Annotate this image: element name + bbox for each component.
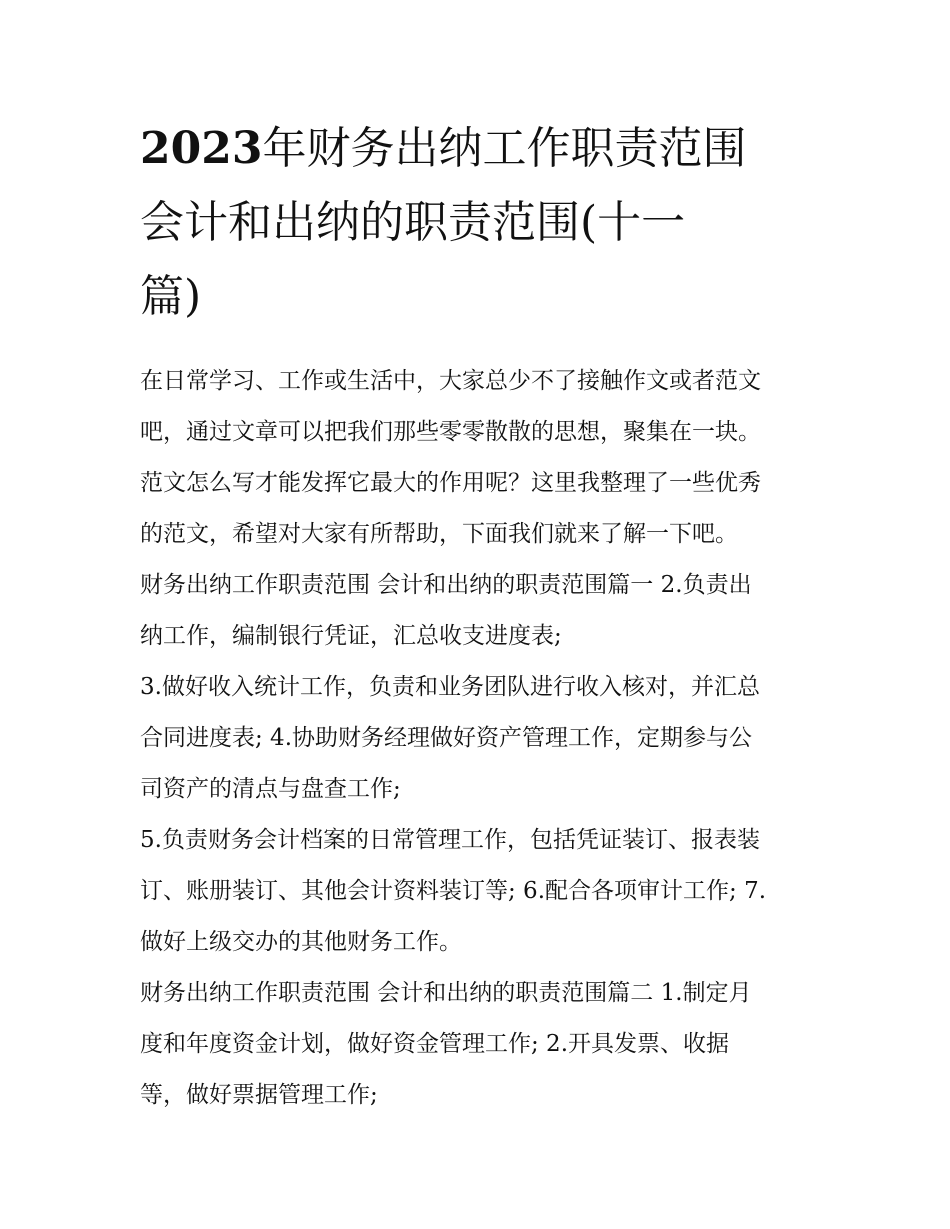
document-body: [140, 356, 830, 1121]
title-line-1-text: 年财务出纳工作职责范围: [262, 123, 747, 174]
body-line: 吧，通过文章可以把我们那些零零散散的思想，聚集在一块。: [140, 419, 761, 445]
body-line: 订、账册装订、其他会计资料装订等; 6.配合各项审计工作; 7.: [140, 878, 767, 904]
title-line-2: 会计和出纳的职责范围(十一: [140, 197, 686, 248]
body-line: 合同进度表; 4.协助财务经理做好资产管理工作，定期参与公: [140, 725, 753, 751]
body-line: 3.做好收入统计工作，负责和业务团队进行收入核对，并汇总: [140, 674, 760, 700]
title-year: 2023: [140, 123, 263, 174]
body-line: 在日常学习、工作或生活中，大家总少不了接触作文或者范文: [140, 368, 761, 394]
document-title: [140, 112, 820, 334]
body-line: 做好上级交办的其他财务工作。: [140, 929, 462, 955]
body-line: 范文怎么写才能发挥它最大的作用呢？这里我整理了一些优秀: [140, 470, 761, 496]
body-line: 度和年度资金计划，做好资金管理工作; 2.开具发票、收据: [140, 1031, 730, 1057]
body-line: 财务出纳工作职责范围 会计和出纳的职责范围篇一 2.负责出: [140, 572, 752, 598]
title-line-3: 篇): [140, 271, 202, 322]
body-line: 的范文，希望对大家有所帮助，下面我们就来了解一下吧。: [140, 521, 738, 547]
title-line-1: [140, 112, 820, 186]
body-line: 等，做好票据管理工作;: [140, 1082, 378, 1108]
body-line: 纳工作，编制银行凭证，汇总收支进度表;: [140, 623, 562, 649]
body-line: 财务出纳工作职责范围 会计和出纳的职责范围篇二 1.制定月: [140, 980, 752, 1006]
body-line: 5.负责财务会计档案的日常管理工作，包括凭证装订、报表装: [140, 827, 760, 853]
body-line: 司资产的清点与盘查工作;: [140, 776, 401, 802]
